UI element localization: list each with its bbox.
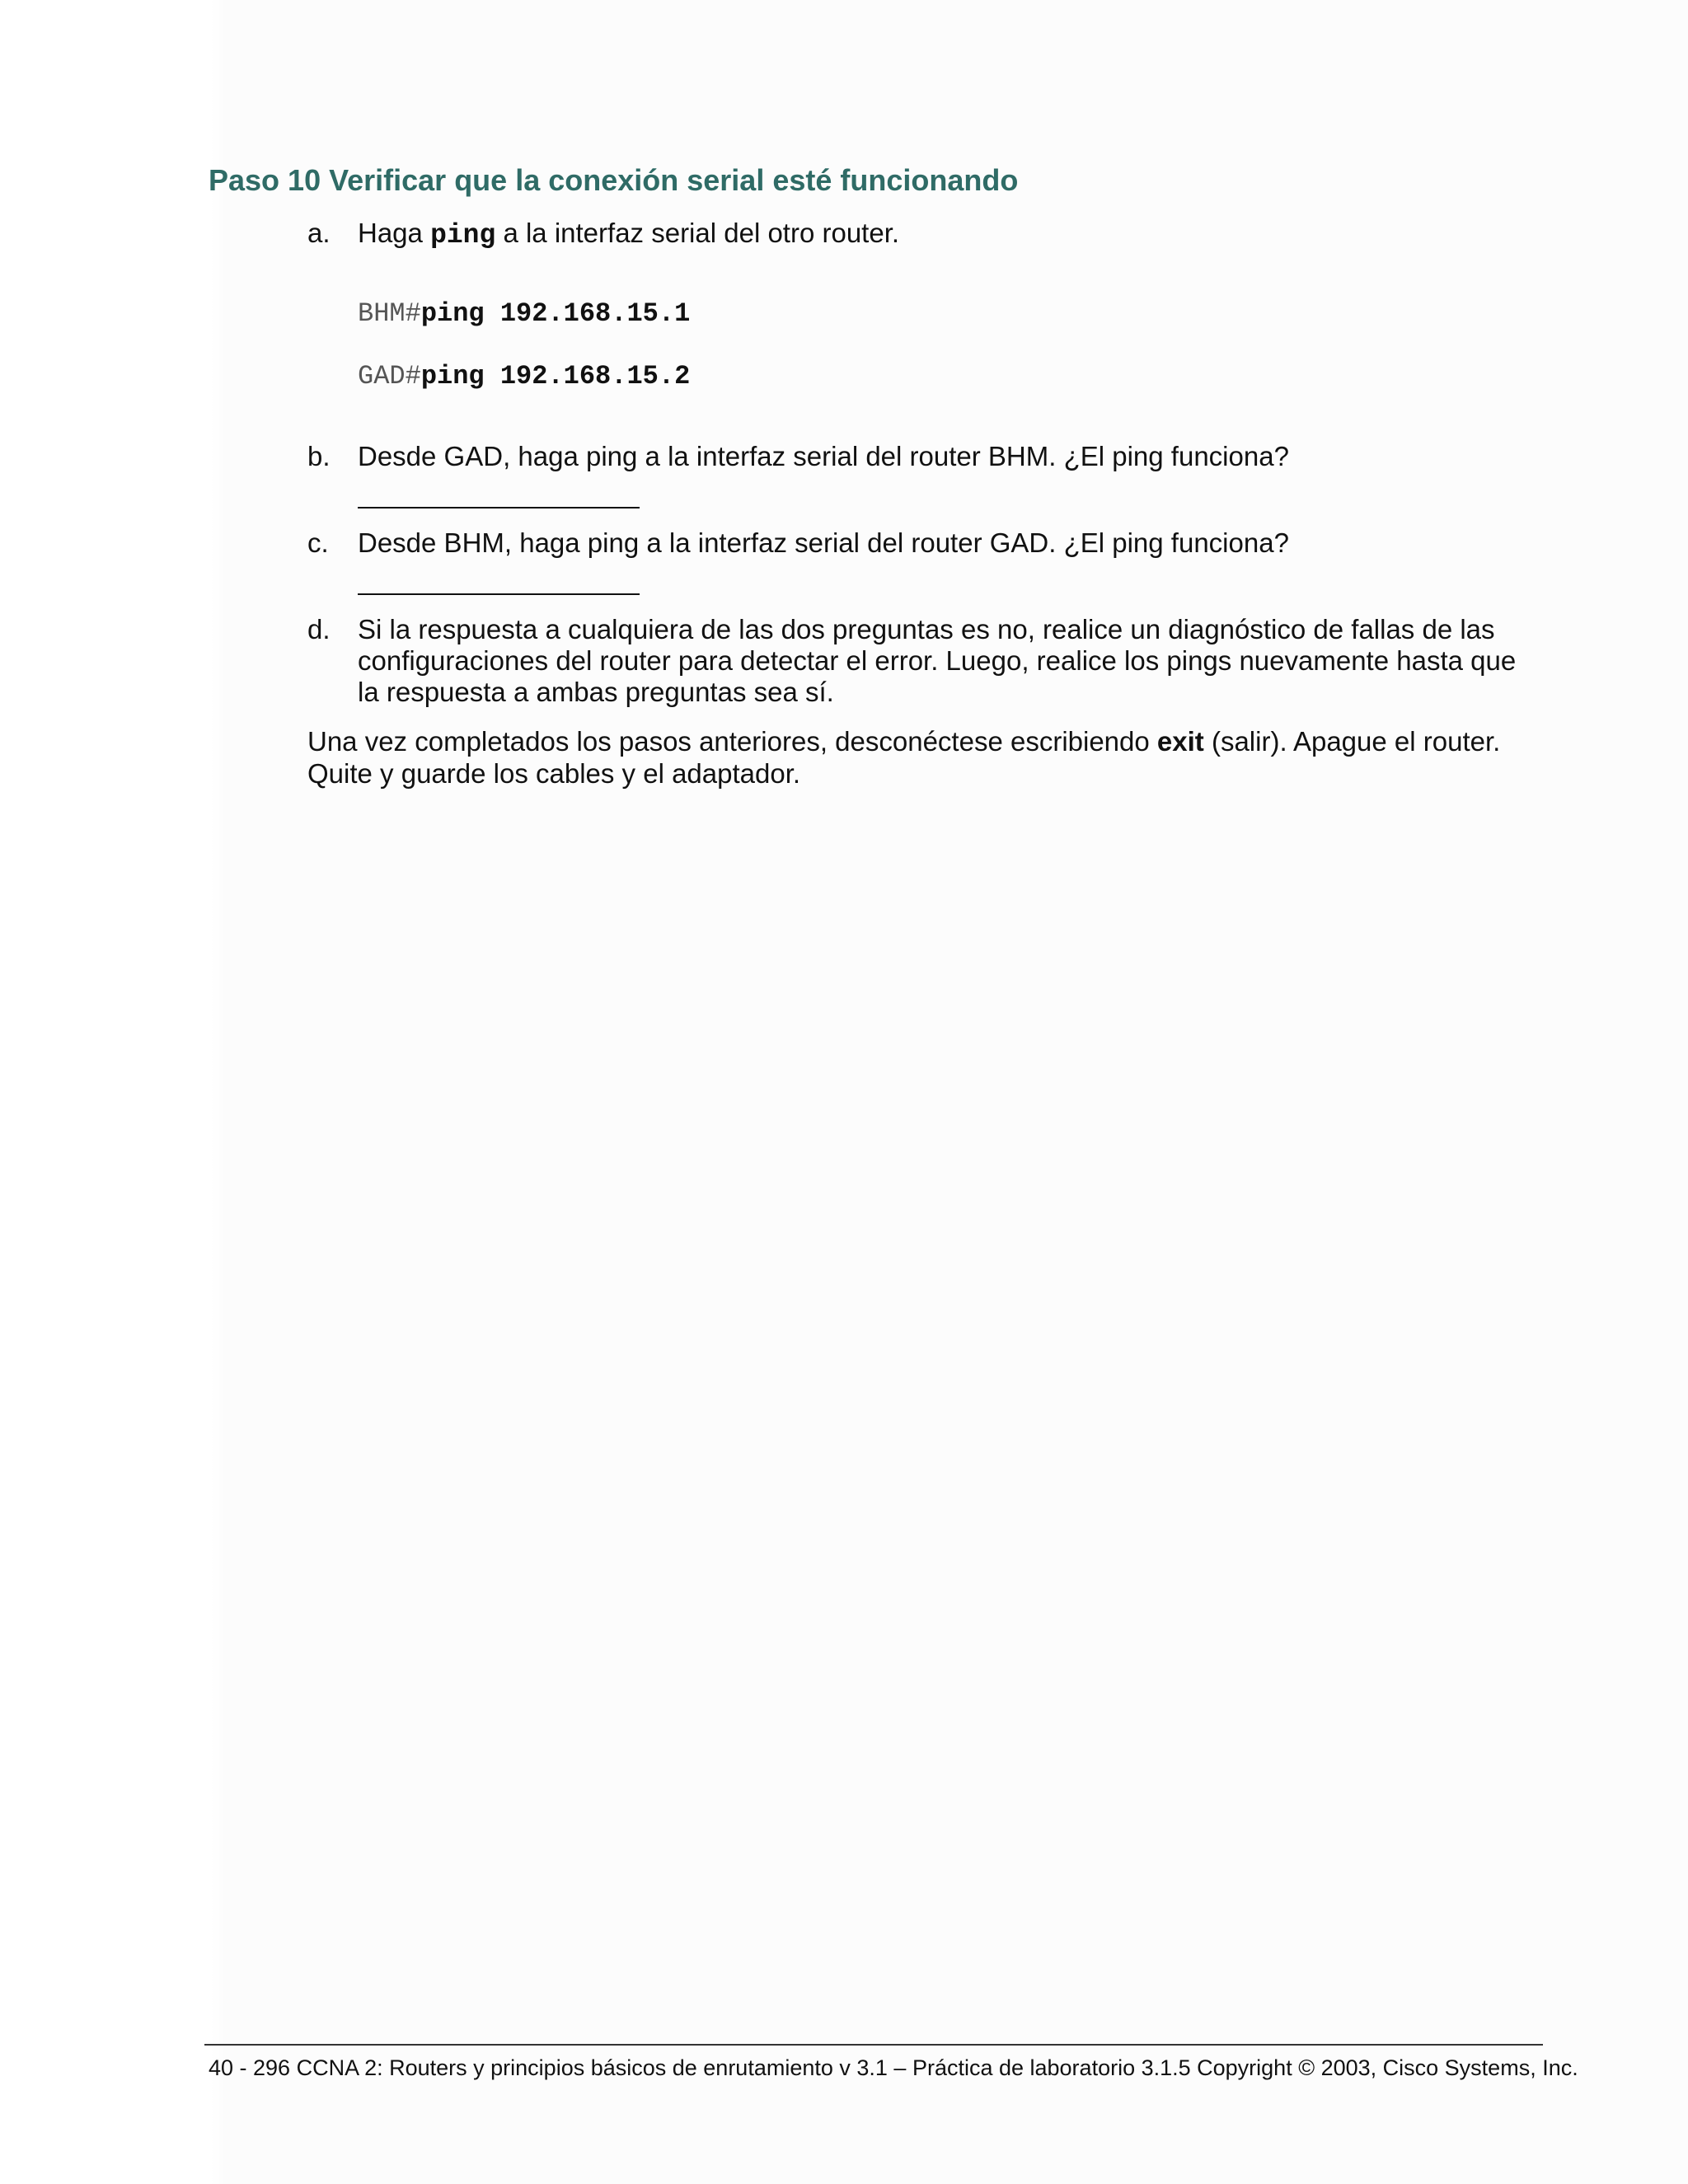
item-letter: c. bbox=[307, 527, 329, 558]
item-text-line: Si la respuesta a cualquiera de las dos preguntas es no, realice un diagnóstico de fallas de las bbox=[358, 614, 1495, 644]
item-text bbox=[358, 218, 899, 251]
command-typed: ping 192.168.15.1 bbox=[420, 298, 691, 329]
closing-paragraph bbox=[307, 725, 1500, 790]
answer-blank-b[interactable] bbox=[358, 507, 640, 509]
page-footer: 40 - 296 CCNA 2: Routers y principios básicos de enrutamiento v 3.1 – Práctica de laboratorio 3.1.5 Copyright © 2003, Cisco Systems, Inc. bbox=[209, 2055, 1578, 2080]
command-prompt: BHM# bbox=[358, 298, 421, 329]
item-text: Desde BHM, haga ping a la interfaz serial del router GAD. ¿El ping funciona? bbox=[358, 527, 1289, 558]
inline-command: ping bbox=[430, 220, 496, 251]
closing-pre: Una vez completados los pasos anteriores, desconéctese escribiendo bbox=[307, 726, 1157, 757]
item-text-post: a la interfaz serial del otro router. bbox=[495, 218, 900, 248]
command-prompt: GAD# bbox=[358, 361, 421, 391]
item-letter: a. bbox=[307, 218, 331, 248]
item-text-pre: Haga bbox=[358, 218, 431, 248]
closing-line-1 bbox=[307, 725, 1500, 757]
item-letter: b. bbox=[307, 441, 331, 471]
closing-post: (salir). Apague el router. bbox=[1203, 726, 1501, 757]
item-text-line: configuraciones del router para detectar el error. Luego, realice los pings nuevamente hasta que bbox=[358, 645, 1517, 676]
closing-command: exit bbox=[1156, 726, 1204, 757]
item-text-line: la respuesta a ambas preguntas sea sí. bbox=[358, 677, 834, 707]
item-letter: d. bbox=[307, 614, 331, 644]
answer-blank-c[interactable] bbox=[358, 593, 640, 595]
item-text bbox=[358, 614, 1516, 708]
command-line bbox=[358, 298, 690, 329]
closing-line-2: Quite y guarde los cables y el adaptador. bbox=[307, 758, 801, 789]
footer-divider bbox=[204, 2044, 1543, 2046]
command-line bbox=[358, 361, 690, 391]
item-text: Desde GAD, haga ping a la interfaz serial del router BHM. ¿El ping funciona? bbox=[358, 441, 1289, 471]
command-typed: ping 192.168.15.2 bbox=[420, 361, 691, 391]
step-title: Paso 10 Verificar que la conexión serial esté funcionando bbox=[209, 163, 1019, 197]
